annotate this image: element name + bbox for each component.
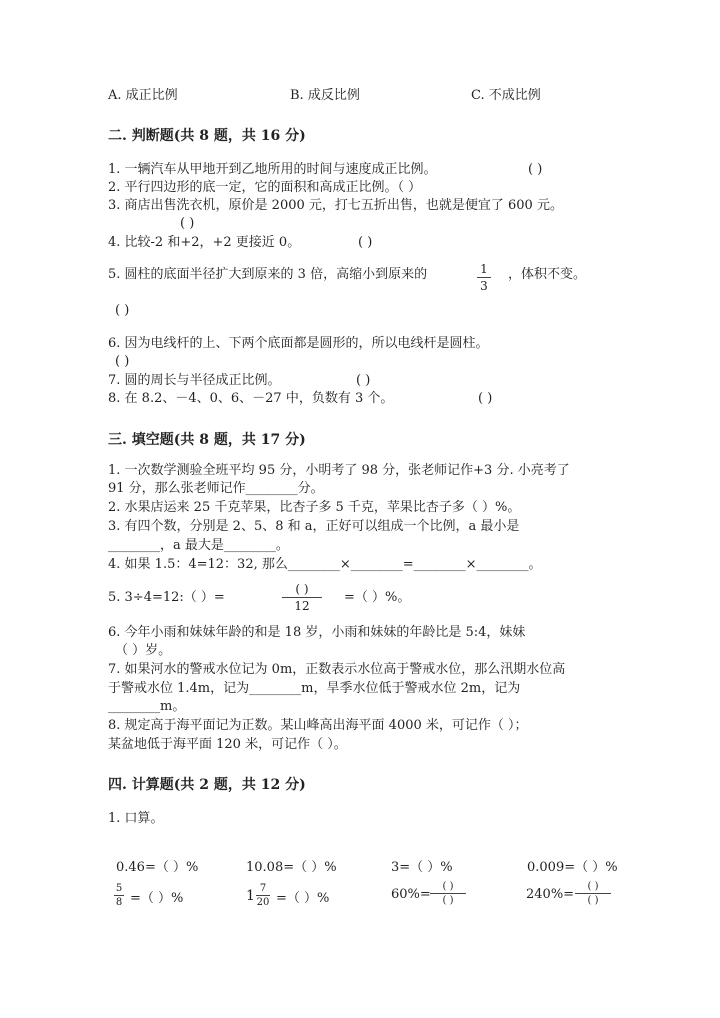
fraction-bar (282, 597, 322, 598)
fill-q5-fraction (282, 582, 322, 613)
fraction-denominator: 12 (294, 599, 310, 613)
fill-q3-line1: 3. 有四个数，分别是 2、5、8 和 a，正好可以组成一个比例，a 最小是 (108, 519, 520, 534)
judge-q5-paren: ( ) (115, 303, 130, 318)
fraction-numerator: ( ) (442, 881, 454, 892)
calc-fraction-blank (575, 881, 611, 906)
fill-q3-line2: ________，a 最大是________。 (108, 538, 289, 553)
calc-item-tail: =（ ）% (276, 891, 330, 906)
judge-q5-text: 5. 圆柱的底面半径扩大到原来的 3 倍，高缩小到原来的 (108, 267, 428, 282)
option-c: C. 不成比例 (471, 88, 541, 103)
calc-fraction-7-20 (256, 883, 270, 908)
fill-q7-line2: 于警戒水位 1.4m，记为________m，旱季水位低于警戒水位 2m，记为 (108, 681, 521, 696)
fill-q2: 2. 水果店运来 25 千克苹果，比杏子多 5 千克，苹果比杏子多（ ）%。 (108, 500, 521, 515)
fraction-numerator: 1 (480, 262, 488, 276)
calc-item-head: 60%= (391, 887, 431, 902)
fill-q7-line1: 7. 如果河水的警戒水位记为 0m，正数表示水位高于警戒水位，那么汛期水位高 (108, 662, 566, 677)
judge-q1: 1. 一辆汽车从甲地开到乙地所用的时间与速度成正比例。 (108, 162, 437, 177)
judge-q6: 6. 因为电线杆的上、下两个底面都是圆形的，所以电线杆是圆柱。 (108, 336, 489, 351)
fill-q5-text: 5. 3÷4=12:（ ）= (108, 590, 225, 605)
calc-item-head: 240%= (526, 887, 575, 902)
judge-q4-paren: ( ) (358, 235, 373, 250)
judge-q5-fraction (477, 262, 491, 293)
calc-fraction-blank (430, 881, 466, 906)
judge-q4: 4. 比较-2 和+2，+2 更接近 0。 (108, 235, 301, 250)
fraction-bar (575, 893, 611, 894)
section-4-title: 四. 计算题(共 2 题，共 12 分) (108, 777, 306, 793)
calc-item: 3=（ ）% (391, 860, 453, 875)
fraction-numerator: ( ) (587, 881, 599, 892)
judge-q3: 3. 商店出售洗衣机，原价是 2000 元，打七五折出售，也就是便宜了 600 元。 (108, 198, 563, 213)
calc-q1-label: 1. 口算。 (108, 811, 164, 826)
judge-q1-paren: ( ) (528, 162, 543, 177)
calc-fraction-5-8 (114, 883, 124, 908)
fraction-numerator: ( ) (295, 582, 309, 596)
judge-q7-paren: ( ) (356, 373, 371, 388)
fraction-numerator: 7 (259, 883, 267, 894)
fraction-bar (430, 893, 466, 894)
fraction-bar (256, 895, 270, 896)
fill-q8-line2: 某盆地低于海平面 120 米，可记作（ ）。 (108, 737, 347, 752)
calc-item-tail: =（ ）% (130, 891, 184, 906)
fill-q1-line2: 91 分，那么张老师记作________分。 (108, 481, 324, 496)
fraction-numerator: 5 (115, 883, 123, 894)
option-a: A. 成正比例 (108, 88, 178, 103)
judge-q5-tail: ，体积不变。 (508, 267, 587, 282)
judge-q8-paren: ( ) (478, 391, 493, 406)
fill-q8-line1: 8. 规定高于海平面记为正数。某山峰高出海平面 4000 米，可记作（ ）； (108, 718, 528, 733)
judge-q7: 7. 圆的周长与半径成正比例。 (108, 373, 281, 388)
mixed-whole: 1 (246, 888, 255, 904)
fill-q6-line2: （ ）岁。 (115, 643, 172, 658)
judge-q2: 2. 平行四边形的底一定，它的面积和高成正比例。（ ） (108, 180, 422, 195)
fraction-denominator: 20 (256, 897, 270, 908)
fraction-denominator: 8 (115, 897, 123, 908)
fraction-denominator: ( ) (587, 895, 599, 906)
fraction-denominator: ( ) (442, 895, 454, 906)
fill-q1-line1: 1. 一次数学测验全班平均 95 分，小明考了 98 分，张老师记作+3 分. 小亮考了 (108, 463, 570, 478)
fraction-bar (114, 895, 124, 896)
fill-q7-line3: ________m。 (108, 699, 186, 714)
fill-q5-tail: =（ ）%。 (344, 590, 411, 605)
section-3-title: 三. 填空题(共 8 题，共 17 分) (108, 432, 306, 448)
section-2-title: 二. 判断题(共 8 题，共 16 分) (108, 128, 306, 144)
option-b: B. 成反比例 (290, 88, 360, 103)
calc-item: 10.08=（ ）% (246, 860, 337, 875)
judge-q6-paren: ( ) (115, 354, 130, 369)
calc-item: 0.46=（ ）% (116, 860, 199, 875)
fraction-denominator: 3 (480, 279, 488, 293)
fraction-bar (477, 277, 491, 278)
judge-q3-paren: ( ) (180, 216, 195, 231)
fill-q4: 4. 如果 1.5：4=12：32, 那么________×________=________×________。 (108, 557, 542, 572)
judge-q8: 8. 在 8.2、－4、0、6、－27 中，负数有 3 个。 (108, 391, 394, 406)
fill-q6-line1: 6. 今年小雨和妹妹年龄的和是 18 岁，小雨和妹妹的年龄比是 5:4，妹妹 (108, 625, 526, 640)
calc-item: 0.009=（ ）% (527, 860, 618, 875)
